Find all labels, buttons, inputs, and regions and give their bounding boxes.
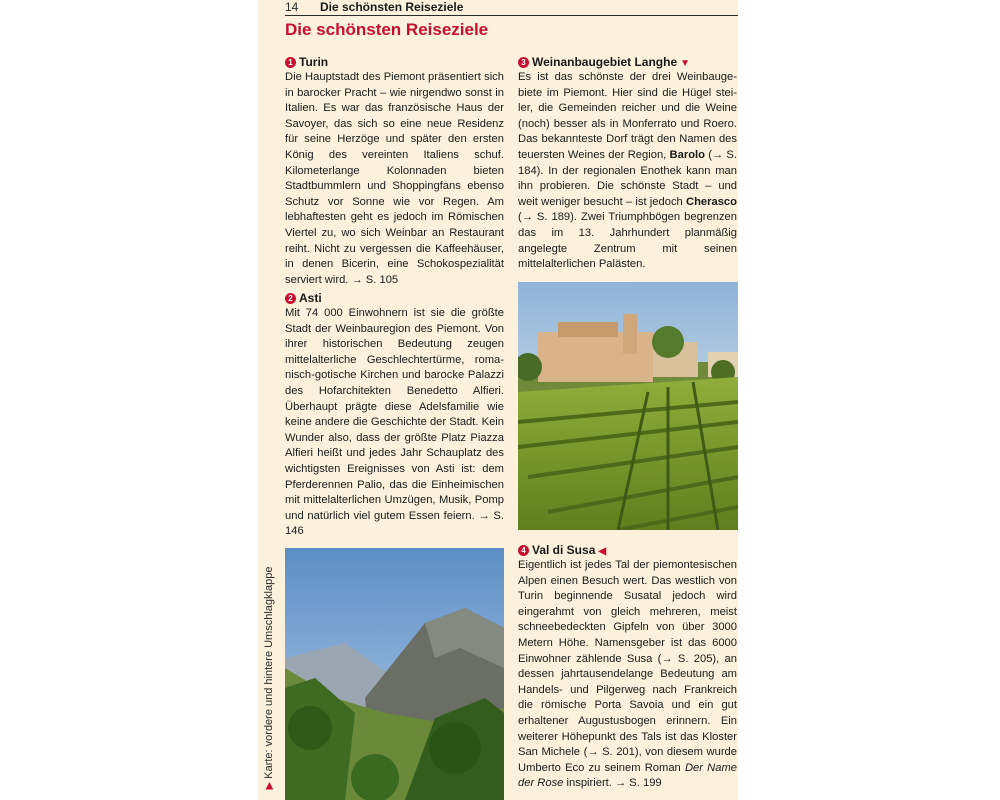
section-heading: 2 Asti [285, 291, 504, 306]
section-heading: 1 Turin [285, 55, 504, 70]
page-number: 14 [285, 0, 299, 14]
valley-photo [285, 548, 504, 800]
page-title: Die schönsten Reiseziele [285, 20, 489, 39]
section-val-di-susa [518, 543, 737, 792]
section-text: Eigentlich ist jedes Tal der piemontesischen Alpen einen Besuch wert. Das westlich von Turin beginnende Susatal jedoch wird eingerahmt von gleich mehreren, meist schneebedeckten Gipfeln von über 3000 Metern Höhe. Namensgeber ist das 6000 Einwohner zählende Susa (→ S. 205), an dessen jahrtausendelange Bedeutung am Handels- und Pilgerweg nach Frankreich die römische Porta Savoia und ein gut erhaltener Augustusbogen erinnern. Ein weiterer Höhepunkt des Tals ist das Kloster San Michele (→ S. 201), von diesem wurde Umberto Eco zu seinem Roman Der Name der Rose inspiriert. → S. 199 [518, 559, 738, 790]
running-title: Die schönsten Reiseziele [320, 0, 464, 14]
section-heading: 3 Weinanbaugebiet Langhe ▼ [518, 55, 737, 70]
number-badge: 3 [518, 57, 529, 68]
number-badge: 4 [518, 545, 529, 556]
section-turin [285, 55, 504, 288]
section-heading: 4 Val di Susa ◀ [518, 543, 737, 558]
place-barolo: Barolo [669, 148, 705, 161]
number-badge: 2 [285, 293, 296, 304]
section-asti [285, 291, 504, 540]
section-langhe [518, 55, 737, 273]
section-text: Die Hauptstadt des Piemont präsentiert sich in barocker Pracht – wie nirgendwo sonst in Italien. Es war das französische Haus der Savoyer, das sich so eine neue Residenz für seine Herzöge und später den ersten König des vereinten Italiens schuf. Kilometerlange Kolonnaden bieten Stadtbummlern und Shoppingfans ebenso Schutz vor Sonne wie vor Regen. Am lebhaftesten geht es jedoch im Römischen Viertel zu, wo sich Weinbar an Restaurant reiht. Nicht zu vergessen die Kaffeehäuser, in denen Bicerin, eine Schokospezialität serviert wird. → S. 105 [285, 71, 504, 286]
place-cherasco: Cherasco [686, 195, 737, 208]
section-text: Mit 74 000 Einwohnern ist sie die größte Stadt der Weinbauregion des Piemont. Von ihrer historischen Bedeutung zeugen mittelalterliche Geschlechtertürme, romanisch-gotische Kirchen und barocke Palazzi des Hofarchitekten Benedetto Alfieri. Überhaupt prägte diese Adelsfamilie wie keine andere die Geschichte der Stadt. Kein Wunder also, dass der größte Platz Piazza Alfieri heißt und jedes Jahr Schauplatz des wichtigsten Ereignisses von Asti ist: dem Pferderennen Palio, das die Einheimischen mit mittelalterlichen Umzügen, Musik, Pomp und natürlich viel gutem Essen feiern. → S. 146 [285, 307, 504, 538]
number-badge: 1 [285, 57, 296, 68]
book-title: Der Name der Rose [518, 761, 738, 790]
section-text: Es ist das schönste der drei Weinbaugebiete im Piemont. Hier sind die Hügel steiler, die Gemeinden reicher und die Weine (noch) besser als in Monferrato und Roero. Das bekannteste Dorf trägt den Namen des teuersten Weines der Region, Barolo (→ S. 184). In der regionalen Enothek kann man ihn probieren. Die schönste Stadt – und weit weniger besucht – ist jedoch Cherasco (→ S. 189). Zwei Triumphbögen begrenzen das im 13. Jahrhundert planmäßig angelegte Zentrum mit seinen mittelalterlichen Palästen. [518, 71, 737, 271]
sidebar-map-note: ▶Karte: vordere und hintere Umschlagklappe [263, 566, 275, 790]
left-triangle-icon: ◀ [598, 546, 607, 557]
vineyard-photo [518, 282, 738, 530]
triangle-marker-icon: ▶ [264, 781, 275, 790]
page-header [285, 0, 738, 16]
down-triangle-icon: ▼ [680, 58, 691, 69]
